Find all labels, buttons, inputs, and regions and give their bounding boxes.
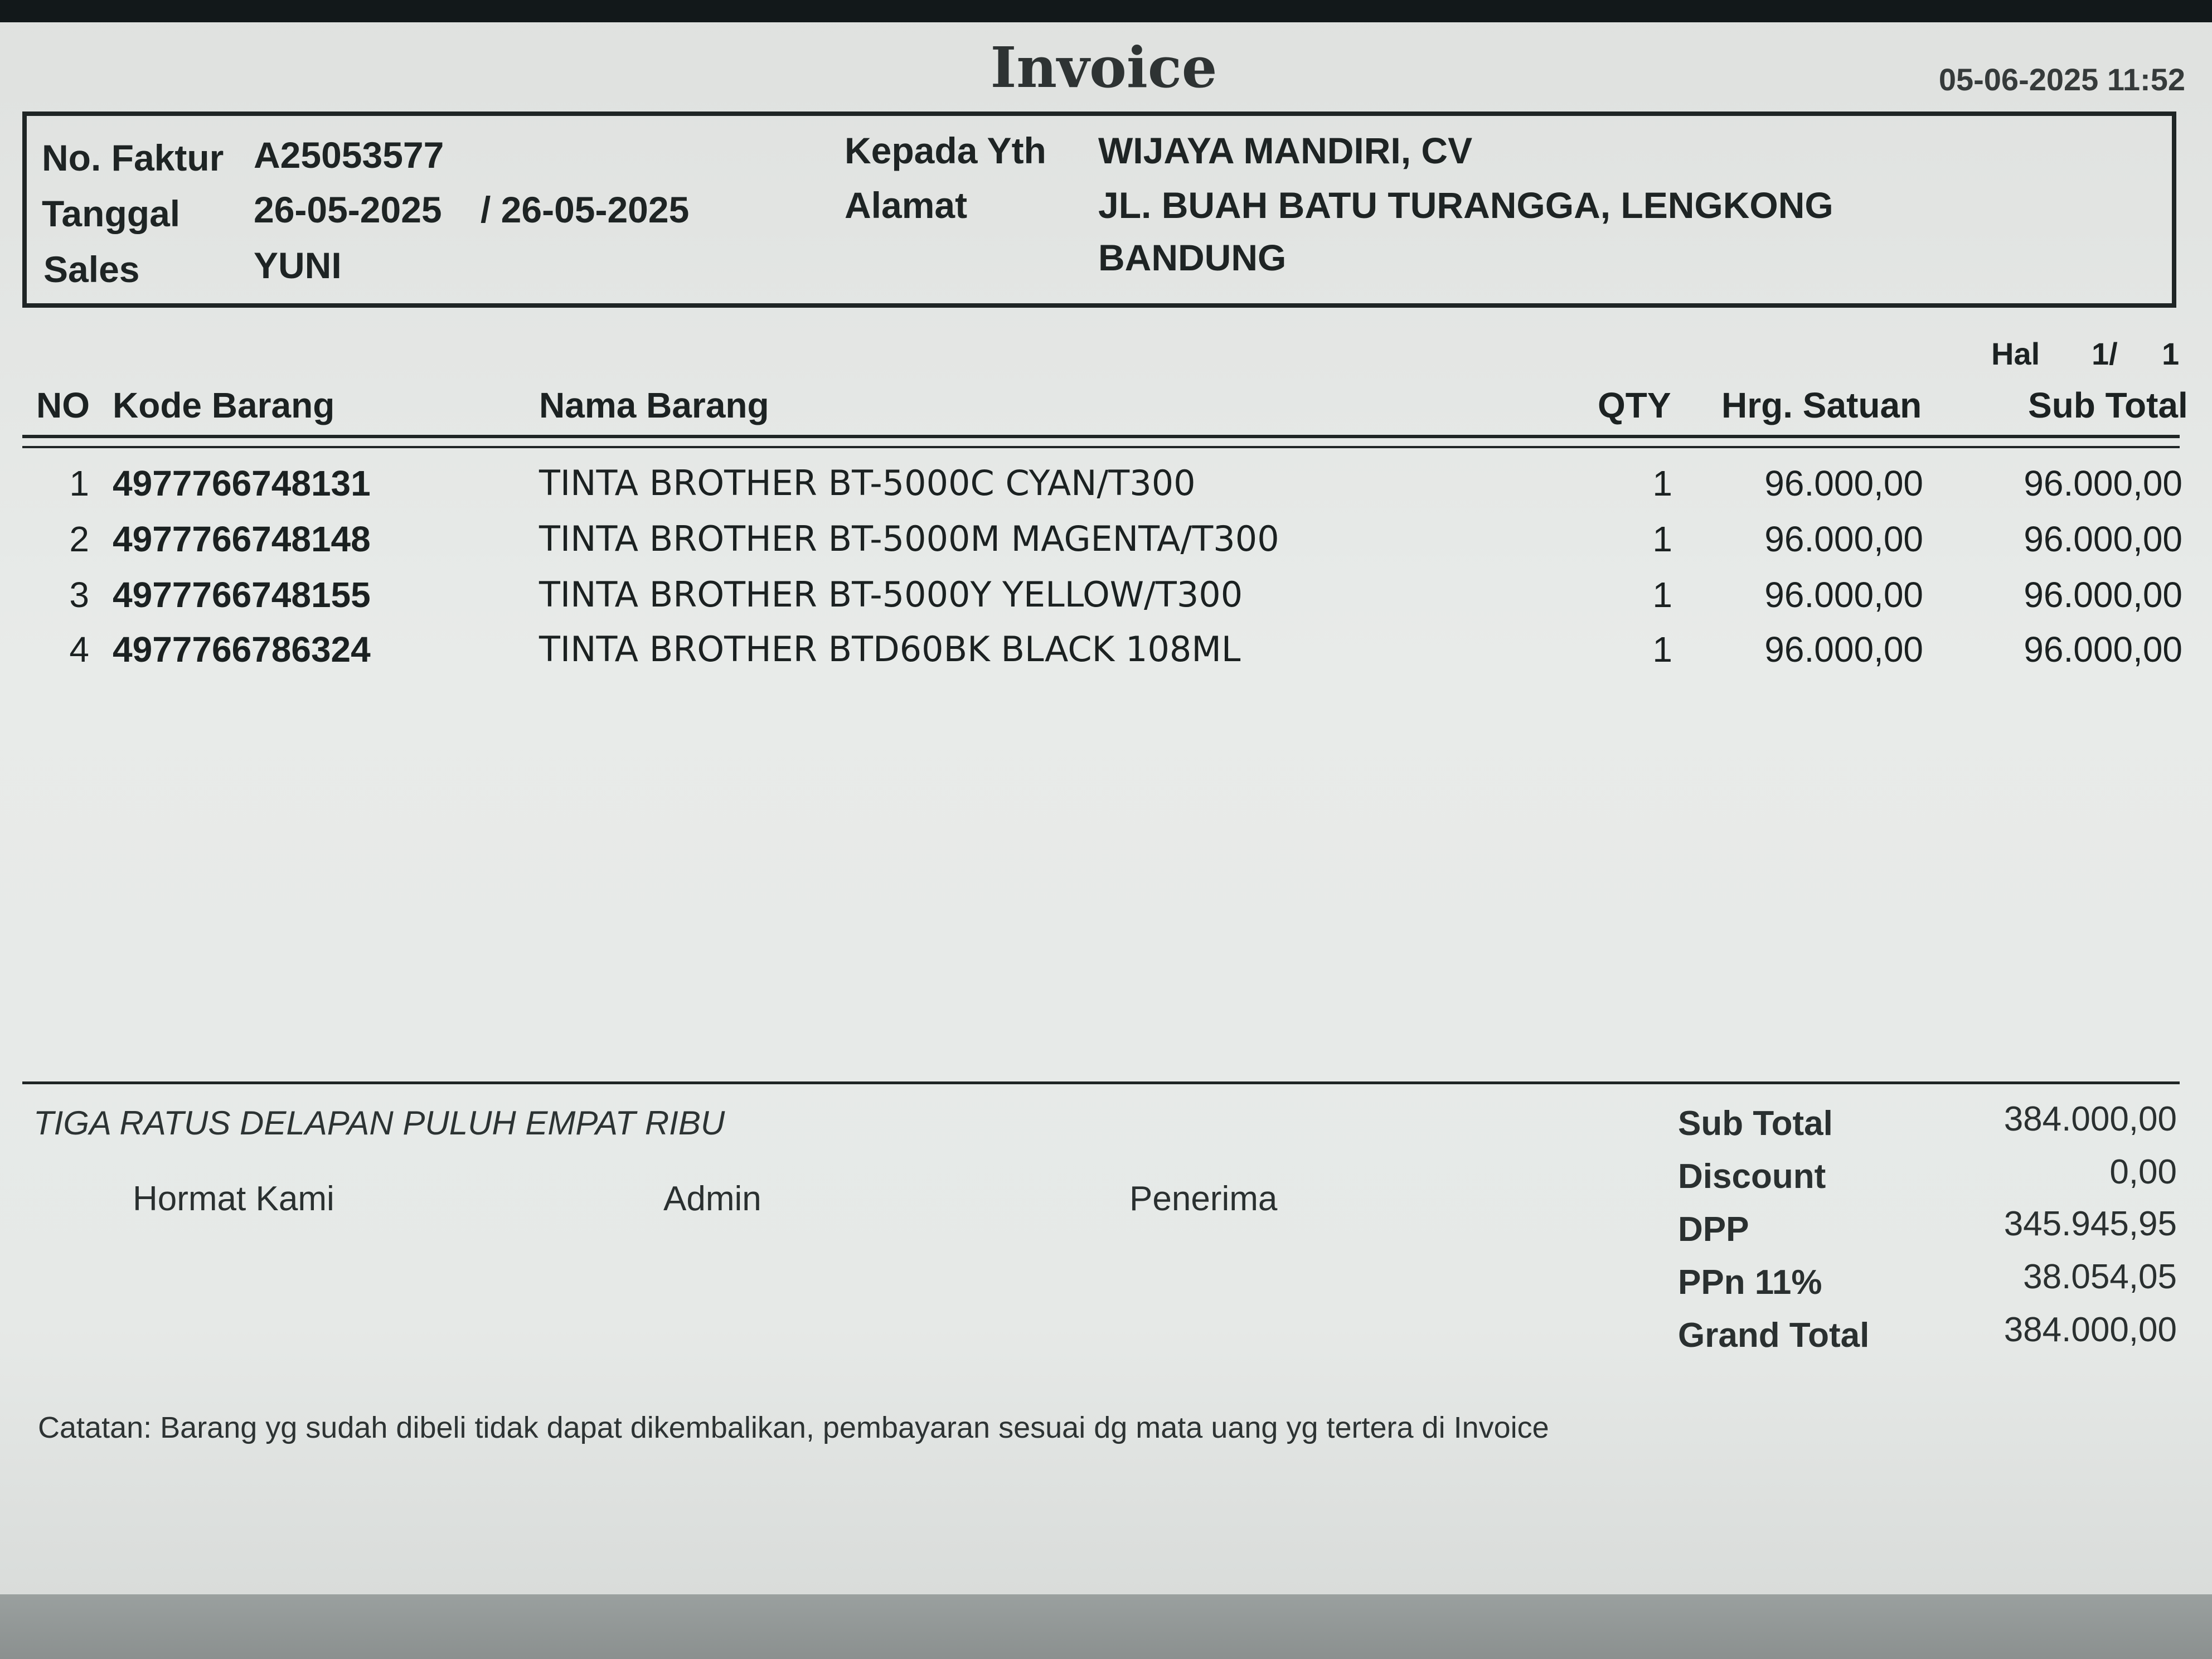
tanggal-value: 26-05-2025 [254,189,442,230]
grand-total-value: 384.000,00 [2004,1311,2177,1349]
sales-label: Sales [43,249,140,290]
column-header-no: NO [36,385,90,425]
row-harga: 96.000,00 [1764,575,1923,615]
table-row [0,463,2212,518]
ppn-value: 38.054,05 [2023,1258,2177,1296]
dpp-label: DPP [1678,1210,1749,1249]
table-row [0,518,2212,574]
row-no: 3 [69,575,89,615]
signature-admin: Admin [663,1180,761,1218]
row-kode: 4977766748131 [113,463,371,503]
row-no: 1 [69,463,89,503]
row-no: 2 [69,519,89,559]
signature-hormat-kami: Hormat Kami [133,1180,334,1218]
row-nama: TINTA BROTHER BT-5000M MAGENTA/T300 [539,518,1279,559]
monitor-bezel-top [0,0,2212,22]
column-header-kode: Kode Barang [113,385,335,425]
discount-value: 0,00 [2109,1153,2177,1191]
row-qty: 1 [1652,629,1672,670]
tanggal-label: Tanggal [42,193,181,234]
row-nama: TINTA BROTHER BT-5000Y YELLOW/T300 [539,574,1243,615]
row-qty: 1 [1652,519,1672,559]
kepada-label: Kepada Yth [845,130,1046,171]
row-qty: 1 [1652,575,1672,615]
sales-value: YUNI [254,245,342,286]
signature-penerima: Penerima [1129,1180,1278,1218]
invoice-note: Catatan: Barang yg sudah dibeli tidak dapat dikembalikan, pembayaran sesuai dg mata uang yg tertera di Invoice [38,1411,1549,1444]
row-qty: 1 [1652,463,1672,503]
table-footer-rule [22,1081,2180,1084]
row-subtotal: 96.000,00 [2024,463,2182,503]
page-label: Hal [1991,336,2040,371]
column-header-nama: Nama Barang [539,385,769,425]
table-header-rule-bottom [22,446,2180,448]
alamat-line-2: BANDUNG [1098,237,1287,278]
page-current: 1/ [2092,336,2118,371]
column-header-harga: Hrg. Satuan [1721,385,1922,425]
ppn-label: PPn 11% [1678,1263,1822,1302]
row-subtotal: 96.000,00 [2024,519,2182,559]
row-harga: 96.000,00 [1764,629,1923,670]
table-header-rule-top [22,435,2180,438]
discount-label: Discount [1678,1157,1826,1196]
column-header-qty: QTY [1598,385,1671,425]
dpp-value: 345.945,95 [2004,1205,2177,1243]
row-kode: 4977766748148 [113,519,371,559]
amount-in-words: TIGA RATUS DELAPAN PULUH EMPAT RIBU [33,1104,725,1142]
alamat-label: Alamat [845,185,968,226]
page-total: 1 [2162,336,2180,371]
column-header-subtotal: Sub Total [2028,385,2188,425]
row-nama: TINTA BROTHER BT-5000C CYAN/T300 [539,463,1196,503]
subtotal-value: 384.000,00 [2004,1100,2177,1138]
kepada-value: WIJAYA MANDIRI, CV [1098,130,1473,171]
row-kode: 4977766786324 [113,629,371,670]
row-harga: 96.000,00 [1764,463,1923,503]
table-row [0,574,2212,630]
alamat-line-1: JL. BUAH BATU TURANGGA, LENGKONG [1098,185,1833,226]
no-faktur-label: No. Faktur [42,137,224,178]
tanggal-due-value: / 26-05-2025 [481,189,690,230]
row-subtotal: 96.000,00 [2024,629,2182,670]
row-harga: 96.000,00 [1764,519,1923,559]
printed-timestamp: 05-06-2025 11:52 [1938,62,2185,97]
row-subtotal: 96.000,00 [2024,575,2182,615]
table-row [0,629,2212,685]
row-kode: 4977766748155 [113,575,371,615]
invoice-title: Invoice [990,35,1217,100]
monitor-bezel-bottom [0,1594,2212,1659]
row-nama: TINTA BROTHER BTD60BK BLACK 108ML [539,629,1241,670]
grand-total-label: Grand Total [1678,1316,1870,1355]
no-faktur-value: A25053577 [254,134,444,176]
row-no: 4 [69,629,89,670]
subtotal-label: Sub Total [1678,1104,1833,1143]
